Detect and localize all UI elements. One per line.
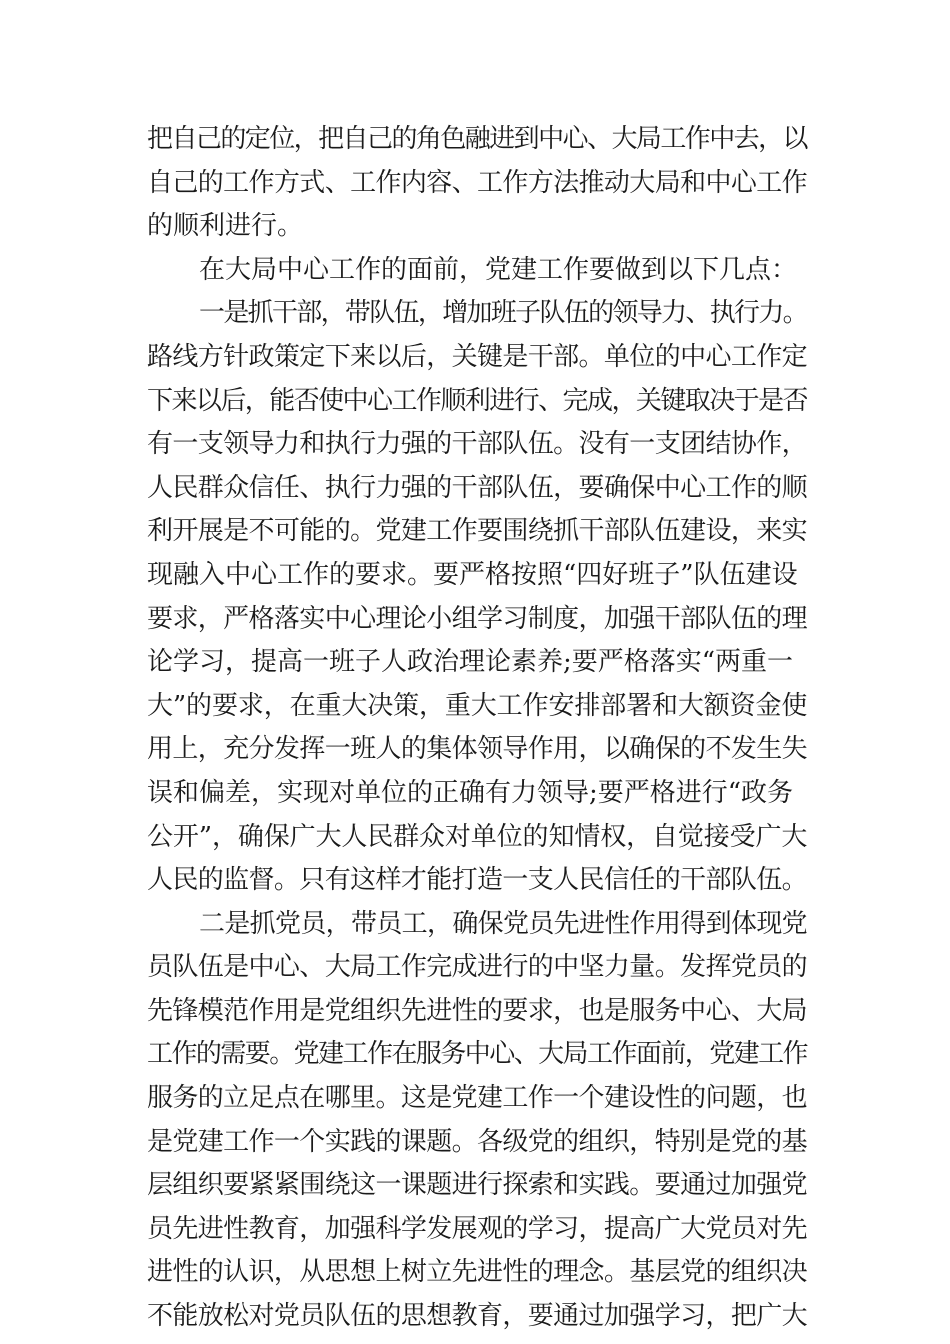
text-line: 要求，严格落实中心理论小组学习制度，加强干部队伍的理 (147, 603, 808, 634)
text-line: 层组织要紧紧围绕这一课题进行探索和实践。要通过加强党 (147, 1170, 808, 1201)
text-line: 有一支领导力和执行力强的干部队伍。没有一支团结协作， (147, 429, 808, 460)
text-line: 论学习，提高一班子人政治理论素养;要严格落实“两重一 (147, 647, 794, 678)
text-line: 不能放松对党员队伍的思想教育，要通过加强学习，把广大 (147, 1301, 808, 1332)
text-line: 是党建工作一个实践的课题。各级党的组织，特别是党的基 (147, 1126, 808, 1157)
text-line: 下来以后，能否使中心工作顺利进行、完成，关键取决于是否 (147, 385, 808, 416)
text-line: 二是抓党员，带员工，确保党员先进性作用得到体现党 (199, 908, 808, 939)
text-line: 工作的需要。党建工作在服务中心、大局工作面前，党建工作 (147, 1039, 808, 1070)
text-line: 大”的要求，在重大决策，重大工作安排部署和大额资金使 (147, 690, 808, 721)
text-line: 进性的认识，从思想上树立先进性的理念。基层党的组织决 (147, 1257, 808, 1288)
text-line: 路线方针政策定下来以后，关键是干部。单位的中心工作定 (147, 341, 808, 372)
text-line: 人民的监督。只有这样才能打造一支人民信任的干部队伍。 (147, 865, 808, 896)
text-line: 服务的立足点在哪里。这是党建工作一个建设性的问题，也 (147, 1083, 808, 1114)
text-line: 利开展是不可能的。党建工作要围绕抓干部队伍建设，来实 (147, 516, 808, 547)
text-line: 用上，充分发挥一班人的集体领导作用，以确保的不发生失 (147, 734, 808, 765)
text-line: 自己的工作方式、工作内容、工作方法推动大局和中心工作 (147, 167, 808, 198)
text-line: 公开”，确保广大人民群众对单位的知情权，自觉接受广大 (147, 821, 808, 852)
text-line: 先锋模范作用是党组织先进性的要求，也是服务中心、大局 (147, 995, 808, 1026)
text-line: 误和偏差，实现对单位的正确有力领导;要严格进行“政务 (147, 777, 794, 808)
text-line: 员队伍是中心、大局工作完成进行的中坚力量。发挥党员的 (147, 952, 808, 983)
body-text (147, 118, 807, 1339)
text-line: 把自己的定位，把自己的角色融进到中心、大局工作中去，以 (147, 124, 808, 154)
text-line: 的顺利进行。 (147, 211, 304, 242)
text-line: 一是抓干部，带队伍，增加班子队伍的领导力、执行力。 (199, 298, 808, 329)
text-line: 现融入中心工作的要求。要严格按照“四好班子”队伍建设 (147, 559, 798, 590)
text-line: 在大局中心工作的面前，党建工作要做到以下几点： (199, 254, 798, 285)
text-line: 人民群众信任、执行力强的干部队伍，要确保中心工作的顺 (147, 472, 808, 503)
text-line: 员先进性教育，加强科学发展观的学习，提高广大党员对先 (147, 1213, 808, 1244)
